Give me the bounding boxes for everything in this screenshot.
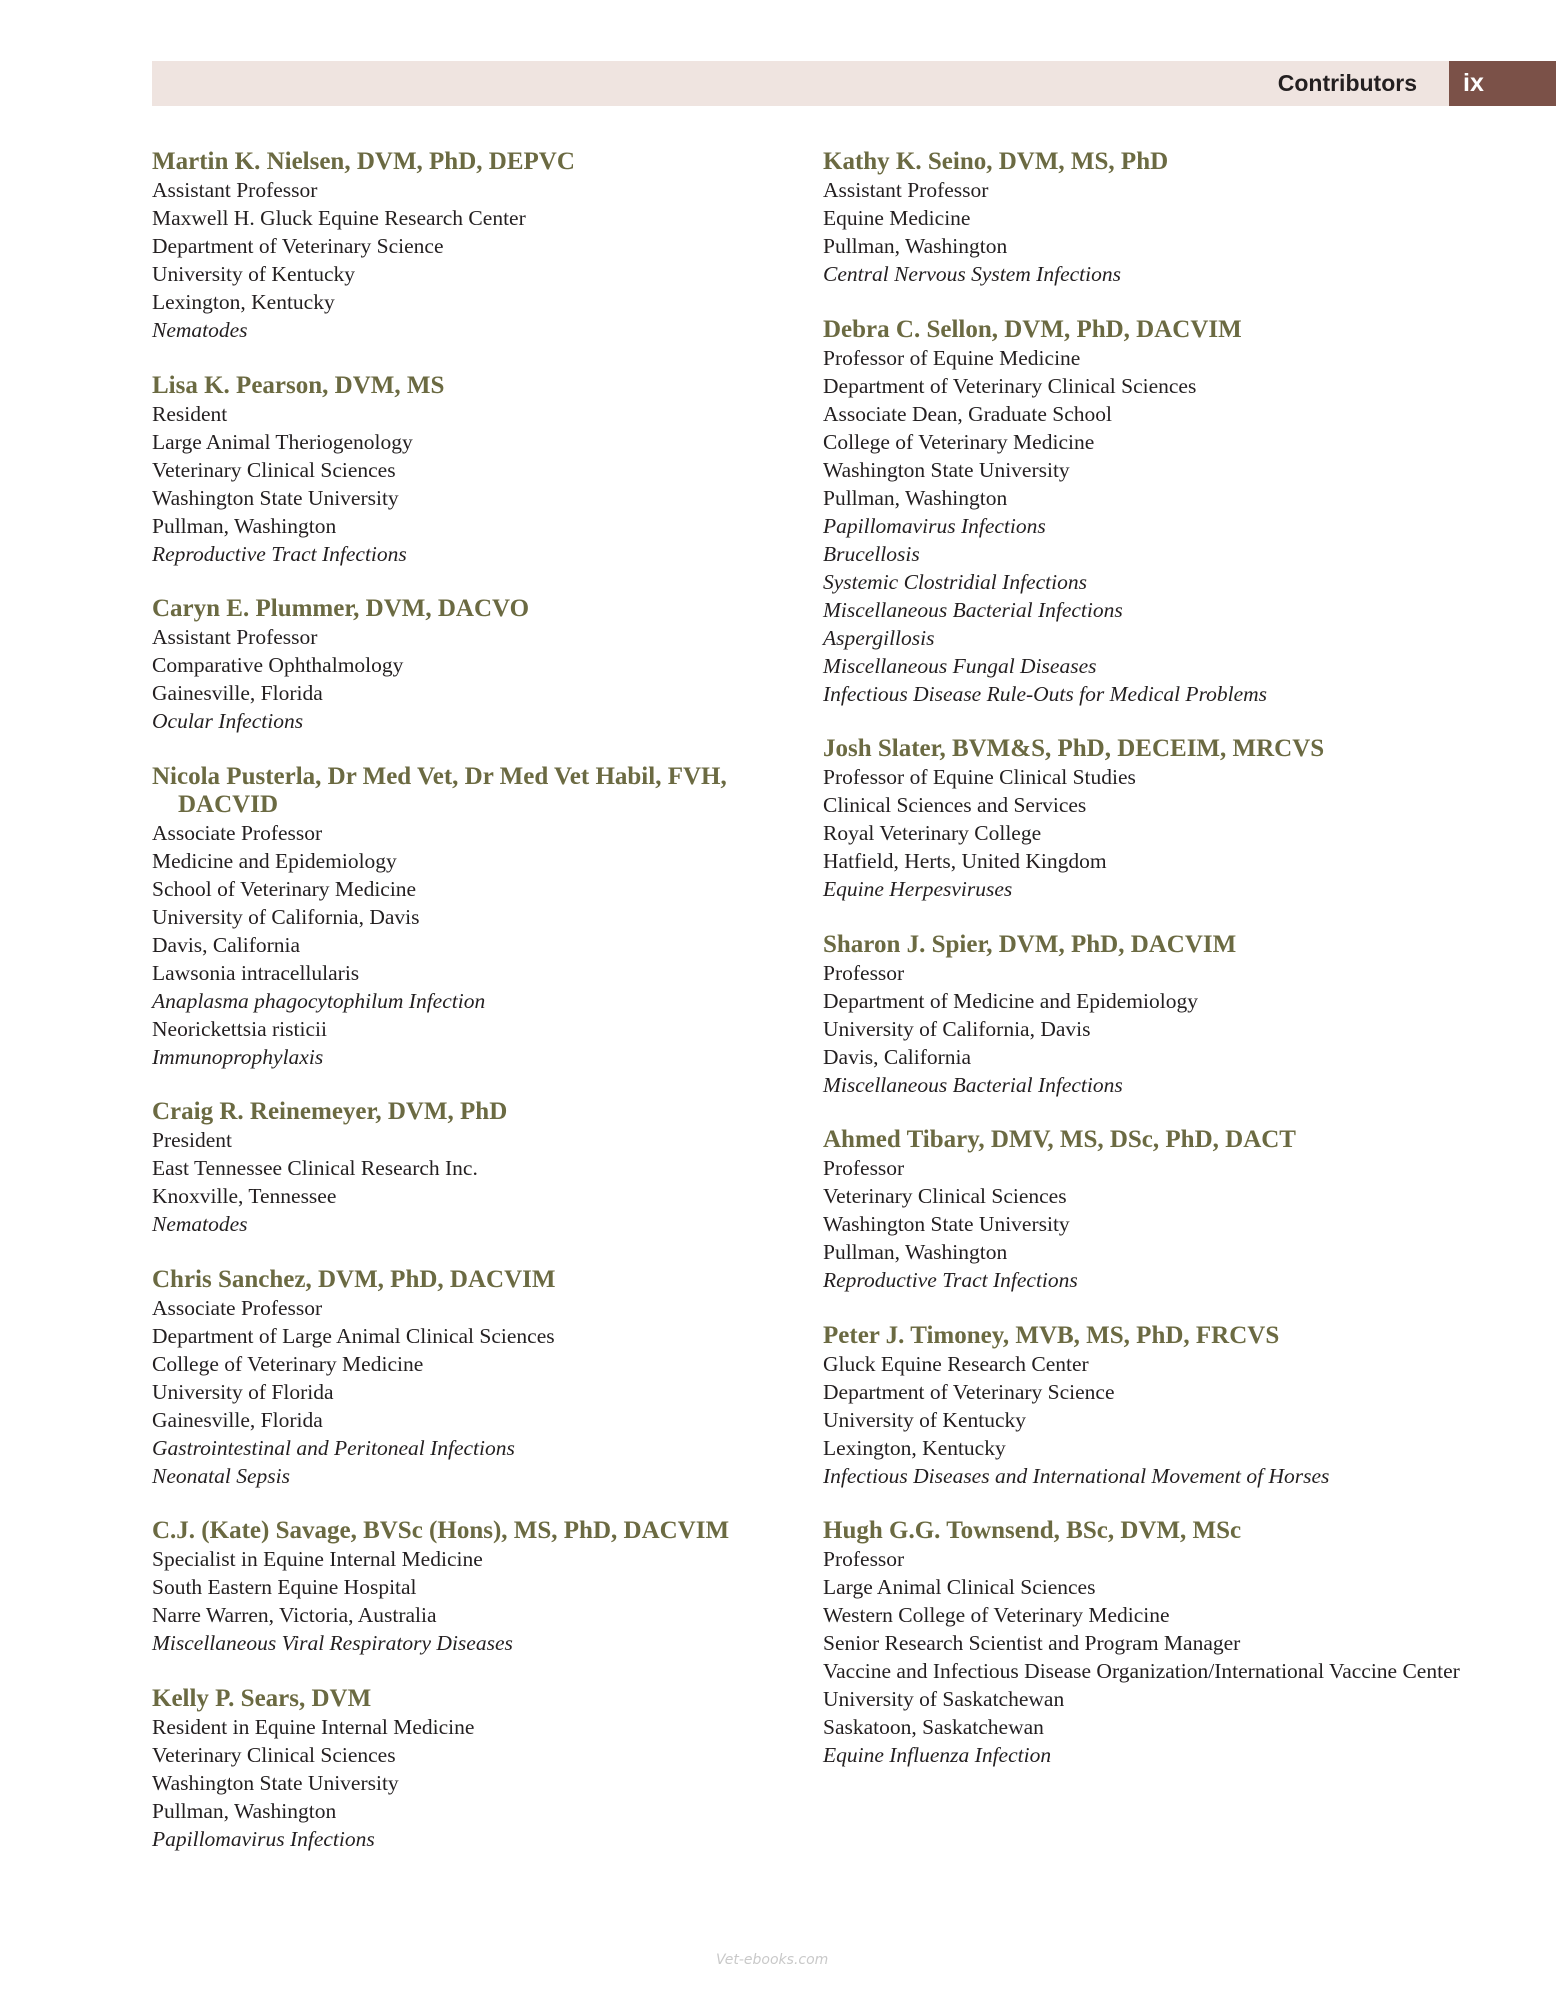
contributor-affiliation-line: Professor [823, 960, 905, 985]
contributor-entry [152, 372, 792, 568]
contributor-affiliation-line: Assistant Professor [152, 625, 318, 649]
contributor-affiliation-line: Vaccine and Infectious Disease Organization/International Vaccine Center [823, 1659, 1460, 1683]
contributor-chapter: Nematodes [152, 318, 248, 342]
contributor-name: Hugh G.G. Townsend, BSc, DVM, MSc [823, 1517, 1242, 1544]
contributor-entry [152, 1266, 792, 1490]
contributor-chapter: Papillomavirus Infections [152, 1826, 375, 1851]
contributor-affiliation-line: Professor of Equine Clinical Studies [823, 765, 1136, 789]
contributor-affiliation-line: School of Veterinary Medicine [152, 876, 417, 901]
contributor-name: Caryn E. Plummer, DVM, DACVO [152, 595, 530, 622]
contributor-affiliation-line: College of Veterinary Medicine [152, 1351, 424, 1376]
contributor-entry [823, 1517, 1523, 1769]
contributor-chapter: Systemic Clostridial Infections [823, 569, 1087, 594]
contributor-affiliation-line: Large Animal Theriogenology [152, 429, 413, 454]
contributor-affiliation-line: Assistant Professor [152, 178, 318, 202]
contributor-entry [152, 1685, 792, 1853]
contributor-affiliation-line: Lawsonia intracellularis [152, 960, 360, 985]
contributor-affiliation-line: Resident in Equine Internal Medicine [152, 1714, 475, 1739]
contributor-name: C.J. (Kate) Savage, BVSc (Hons), MS, PhD, DACVIM [152, 1517, 730, 1544]
contributor-affiliation-line: Gainesville, Florida [152, 681, 323, 705]
contributor-chapter: Equine Herpesviruses [823, 877, 1013, 901]
contributor-chapter: Papillomavirus Infections [823, 513, 1046, 538]
contributor-chapter: Reproductive Tract Infections [152, 541, 407, 566]
contributor-entry [152, 763, 792, 1071]
contributor-affiliation-line: Saskatoon, Saskatchewan [823, 1715, 1044, 1739]
contributor-name: Chris Sanchez, DVM, PhD, DACVIM [152, 1265, 556, 1293]
contributor-affiliation-line: Equine Medicine [823, 206, 971, 230]
contributor-entry [823, 148, 1523, 288]
contributor-affiliation-line: East Tennessee Clinical Research Inc. [152, 1156, 478, 1180]
contributor-affiliation-line: Clinical Sciences and Services [823, 793, 1087, 817]
running-header-band [152, 61, 1449, 106]
contributor-affiliation-line: Gainesville, Florida [152, 1407, 323, 1432]
contributor-chapter: Infectious Diseases and International Movement of Horses [823, 1463, 1330, 1488]
contributor-affiliation-line: Associate Dean, Graduate School [823, 401, 1112, 426]
contributor-entry [823, 735, 1523, 903]
contributor-affiliation-line: Department of Medicine and Epidemiology [823, 988, 1198, 1013]
contributor-affiliation-line: Neorickettsia risticii [152, 1016, 327, 1041]
contributor-chapter: Neonatal Sepsis [152, 1463, 290, 1488]
contributor-entry [823, 931, 1523, 1099]
contributor-affiliation-line: Washington State University [823, 1212, 1070, 1236]
contributor-affiliation-line: Professor [823, 1156, 905, 1180]
contributors-column-right [823, 148, 1523, 1797]
contributor-affiliation-line: Department of Veterinary Science [152, 234, 444, 258]
contributor-chapter: Ocular Infections [152, 709, 304, 733]
contributor-entry [823, 316, 1523, 708]
contributor-chapter: Immunoprophylaxis [152, 1044, 324, 1069]
contributor-affiliation-line: Professor of Equine Medicine [823, 345, 1081, 370]
contributor-affiliation-line: University of Florida [152, 1379, 334, 1404]
contributor-affiliation-line: Veterinary Clinical Sciences [152, 457, 396, 482]
contributor-affiliation-line: University of California, Davis [152, 904, 420, 929]
contributor-entry [152, 1517, 792, 1657]
contributor-chapter: Equine Influenza Infection [823, 1743, 1052, 1767]
contributor-affiliation-line: University of Kentucky [152, 262, 356, 286]
contributor-affiliation-line: President [152, 1128, 233, 1152]
contributor-affiliation-line: Royal Veterinary College [823, 821, 1042, 845]
contributor-name: Martin K. Nielsen, DVM, PhD, DEPVC [152, 148, 575, 175]
contributor-entry [823, 1126, 1523, 1294]
contributor-chapter: Central Nervous System Infections [823, 262, 1121, 286]
contributor-chapter: Miscellaneous Viral Respiratory Diseases [152, 1631, 513, 1655]
contributor-affiliation-line: Pullman, Washington [152, 513, 337, 538]
contributor-affiliation-line: Lexington, Kentucky [823, 1435, 1006, 1460]
contributor-affiliation-line: Pullman, Washington [823, 485, 1008, 510]
contributor-chapter: Miscellaneous Bacterial Infections [823, 597, 1123, 622]
contributor-affiliation-line: Associate Professor [152, 1295, 323, 1320]
contributor-chapter: Reproductive Tract Infections [823, 1268, 1078, 1292]
contributor-name: Nicola Pusterla, Dr Med Vet, Dr Med Vet Habil, FVH, DACVID [152, 762, 727, 818]
watermark: Vet-ebooks.com [716, 1952, 829, 1968]
contributor-affiliation-line: Pullman, Washington [152, 1798, 337, 1823]
contributor-name: Debra C. Sellon, DVM, PhD, DACVIM [823, 315, 1242, 343]
contributor-affiliation-line: College of Veterinary Medicine [823, 429, 1095, 454]
contributor-name: Lisa K. Pearson, DVM, MS [152, 371, 445, 399]
contributor-chapter: Brucellosis [823, 541, 920, 566]
contributor-affiliation-line: Davis, California [823, 1044, 972, 1069]
contributor-affiliation-line: Veterinary Clinical Sciences [823, 1184, 1067, 1208]
contributor-affiliation-line: Narre Warren, Victoria, Australia [152, 1603, 437, 1627]
contributor-name: Ahmed Tibary, DMV, MS, DSc, PhD, DACT [823, 1126, 1296, 1153]
contributor-affiliation-line: Medicine and Epidemiology [152, 848, 397, 873]
contributor-chapter: Nematodes [152, 1212, 248, 1236]
contributor-name: Sharon J. Spier, DVM, PhD, DACVIM [823, 930, 1237, 958]
contributor-chapter: Gastrointestinal and Peritoneal Infections [152, 1435, 515, 1460]
contributor-name: Peter J. Timoney, MVB, MS, PhD, FRCVS [823, 1321, 1280, 1349]
contributor-affiliation-line: Resident [152, 401, 228, 426]
contributor-affiliation-line: Veterinary Clinical Sciences [152, 1742, 396, 1767]
contributor-affiliation-line: Large Animal Clinical Sciences [823, 1575, 1096, 1599]
contributor-affiliation-line: University of Kentucky [823, 1407, 1027, 1432]
contributor-name: Kelly P. Sears, DVM [152, 1684, 372, 1712]
contributor-affiliation-line: Pullman, Washington [823, 234, 1008, 258]
contributor-affiliation-line: Senior Research Scientist and Program Manager [823, 1631, 1241, 1655]
contributor-affiliation-line: Pullman, Washington [823, 1240, 1008, 1264]
contributor-chapter: Aspergillosis [823, 625, 935, 650]
contributor-affiliation-line: Specialist in Equine Internal Medicine [152, 1547, 483, 1571]
contributor-chapter: Miscellaneous Bacterial Infections [823, 1072, 1123, 1097]
contributor-name: Josh Slater, BVM&S, PhD, DECEIM, MRCVS [823, 735, 1325, 762]
contributor-entry [152, 1098, 792, 1238]
contributor-affiliation-line: Department of Veterinary Clinical Sciences [823, 373, 1197, 398]
contributor-affiliation-line: University of California, Davis [823, 1016, 1091, 1041]
contributor-entry [823, 1322, 1523, 1490]
contributor-entry [152, 595, 792, 735]
contributor-affiliation-line: Department of Large Animal Clinical Sciences [152, 1323, 555, 1348]
contributor-affiliation-line: South Eastern Equine Hospital [152, 1575, 417, 1599]
contributor-affiliation-line: Davis, California [152, 932, 301, 957]
contributor-affiliation-line: Professor [823, 1547, 905, 1571]
contributor-affiliation-line: Washington State University [152, 485, 399, 510]
contributor-affiliation-line: Gluck Equine Research Center [823, 1351, 1089, 1376]
contributor-affiliation-line: Comparative Ophthalmology [152, 653, 404, 677]
contributor-affiliation-line: Assistant Professor [823, 178, 989, 202]
contributor-affiliation-line: Department of Veterinary Science [823, 1379, 1115, 1404]
contributor-affiliation-line: Western College of Veterinary Medicine [823, 1603, 1170, 1627]
contributor-chapter: Infectious Disease Rule-Outs for Medical Problems [823, 681, 1268, 706]
contributor-affiliation-line: Maxwell H. Gluck Equine Research Center [152, 206, 526, 230]
contributors-column-left [152, 148, 792, 1880]
running-header-title: Contributors [1277, 70, 1417, 96]
contributor-chapter: Miscellaneous Fungal Diseases [823, 653, 1097, 678]
contributor-entry [152, 148, 792, 344]
contributor-affiliation-line: Washington State University [152, 1770, 399, 1795]
contributor-name: Craig R. Reinemeyer, DVM, PhD [152, 1098, 508, 1125]
contributor-affiliation-line: Washington State University [823, 457, 1070, 482]
contributor-affiliation-line: Associate Professor [152, 820, 323, 845]
contributor-affiliation-line: Hatfield, Herts, United Kingdom [823, 849, 1107, 873]
page-number: ix [1463, 69, 1484, 97]
contributor-affiliation-line: University of Saskatchewan [823, 1687, 1065, 1711]
contributor-affiliation-line: Lexington, Kentucky [152, 290, 335, 314]
contributor-name: Kathy K. Seino, DVM, MS, PhD [823, 148, 1169, 175]
contributor-chapter: Anaplasma phagocytophilum Infection [152, 988, 486, 1013]
contributor-affiliation-line: Knoxville, Tennessee [152, 1184, 337, 1208]
